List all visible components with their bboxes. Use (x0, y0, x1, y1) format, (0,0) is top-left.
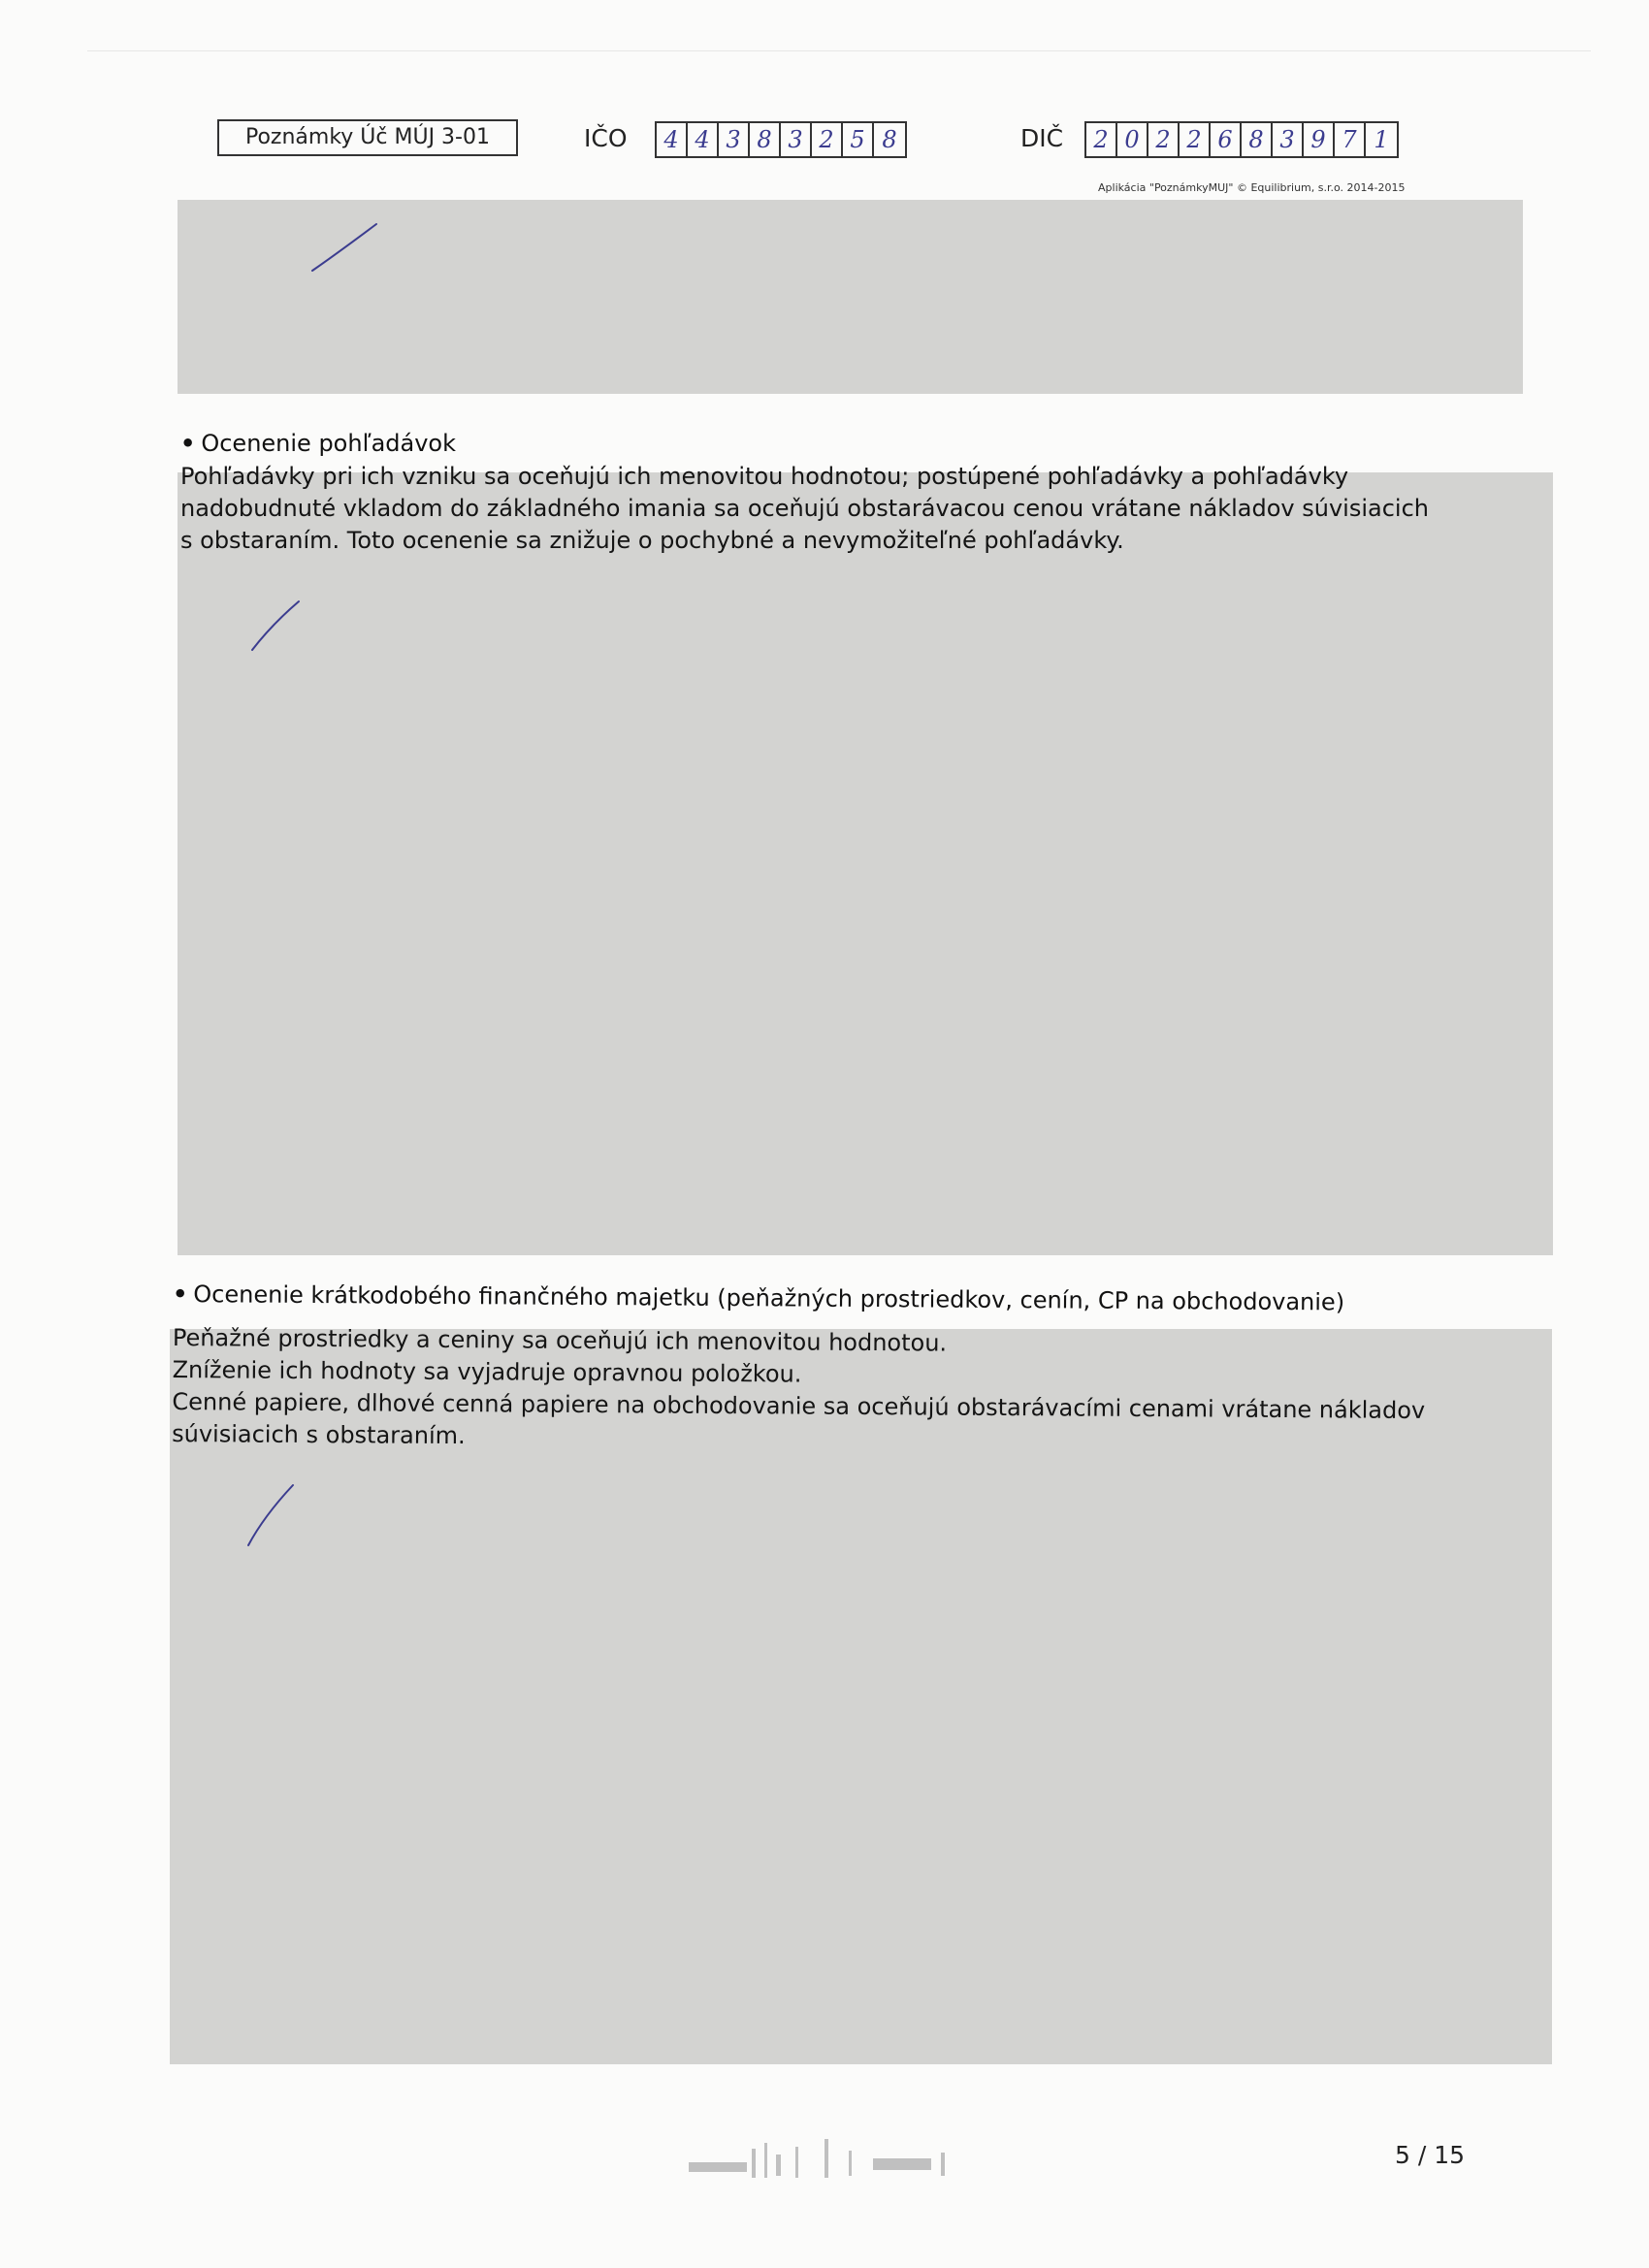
dic-digit: 0 (1117, 123, 1148, 156)
pen-check-icon (308, 218, 386, 276)
section-title (173, 1280, 1344, 1315)
dic-digit: 3 (1273, 123, 1304, 156)
ico-digit: 2 (812, 123, 843, 156)
ico-digit: 3 (781, 123, 812, 156)
ico-digit: 5 (843, 123, 874, 156)
section-title-text: Ocenenie krátkodobého finančného majetku (peňažných prostriedkov, cenín, CP na obchodovanie) (193, 1280, 1345, 1316)
dic-digit: 6 (1211, 123, 1242, 156)
dic-digit-boxes (1084, 121, 1399, 158)
section-paragraph (172, 1322, 1426, 1459)
paragraph-line: Zníženie ich hodnoty sa vyjadruje opravnou položkou. (172, 1355, 802, 1388)
section-paragraph (180, 461, 1429, 557)
paragraph-line: nadobudnuté vkladom do základného imania sa oceňujú obstarávacou cenou vrátane nákladov súvisiacich (180, 495, 1429, 522)
dic-digit: 1 (1374, 126, 1389, 153)
paragraph-line: Peňažné prostriedky a ceniny sa oceňujú ich menovitou hodnotou. (172, 1324, 948, 1357)
gray-text-area (178, 472, 1553, 1255)
dic-digit: 2 (1148, 123, 1180, 156)
paragraph-line: s obstaraním. Toto ocenenie sa znižuje o pochybné a nevymožiteľné pohľadávky. (180, 527, 1124, 554)
dic-digit: 7 (1335, 123, 1366, 156)
pen-check-icon (250, 596, 308, 654)
ico-digit: 3 (719, 123, 750, 156)
app-credit: Aplikácia "PoznámkyMUJ" © Equilibrium, s.r.o. 2014-2015 (1098, 181, 1406, 194)
ico-digit: 4 (688, 123, 719, 156)
dic-digit: 2 (1086, 123, 1117, 156)
page-number: 5 / 15 (1395, 2141, 1466, 2169)
paragraph-line: Pohľadávky pri ich vzniku sa oceňujú ich menovitou hodnotou; postúpené pohľadávky a pohľadávky (180, 463, 1349, 490)
dic-digit: 9 (1304, 123, 1335, 156)
dic-digit: 8 (1242, 123, 1273, 156)
ico-digit: 8 (882, 126, 897, 153)
dic-digit: 2 (1180, 123, 1211, 156)
ico-label: IČO (584, 124, 628, 152)
section-title (180, 430, 456, 457)
form-label: Poznámky Úč MÚJ 3-01 (217, 119, 518, 156)
pen-check-icon (244, 1481, 303, 1549)
paragraph-line: súvisiacich s obstaraním. (172, 1419, 466, 1450)
bullet: • (172, 1280, 188, 1309)
bullet: • (180, 430, 196, 457)
paragraph-line: Cenné papiere, dlhové cenná papiere na obchodovanie sa oceňujú obstarávacími cenami vrátane nákladov (172, 1387, 1426, 1425)
page-edge (87, 50, 1591, 51)
ico-digit: 8 (750, 123, 781, 156)
ico-digit: 4 (657, 123, 688, 156)
scan-artifact (679, 2129, 1028, 2187)
ico-digit-boxes (655, 121, 907, 158)
dic-label: DIČ (1020, 124, 1064, 152)
section-title-text: Ocenenie pohľadávok (201, 430, 457, 457)
